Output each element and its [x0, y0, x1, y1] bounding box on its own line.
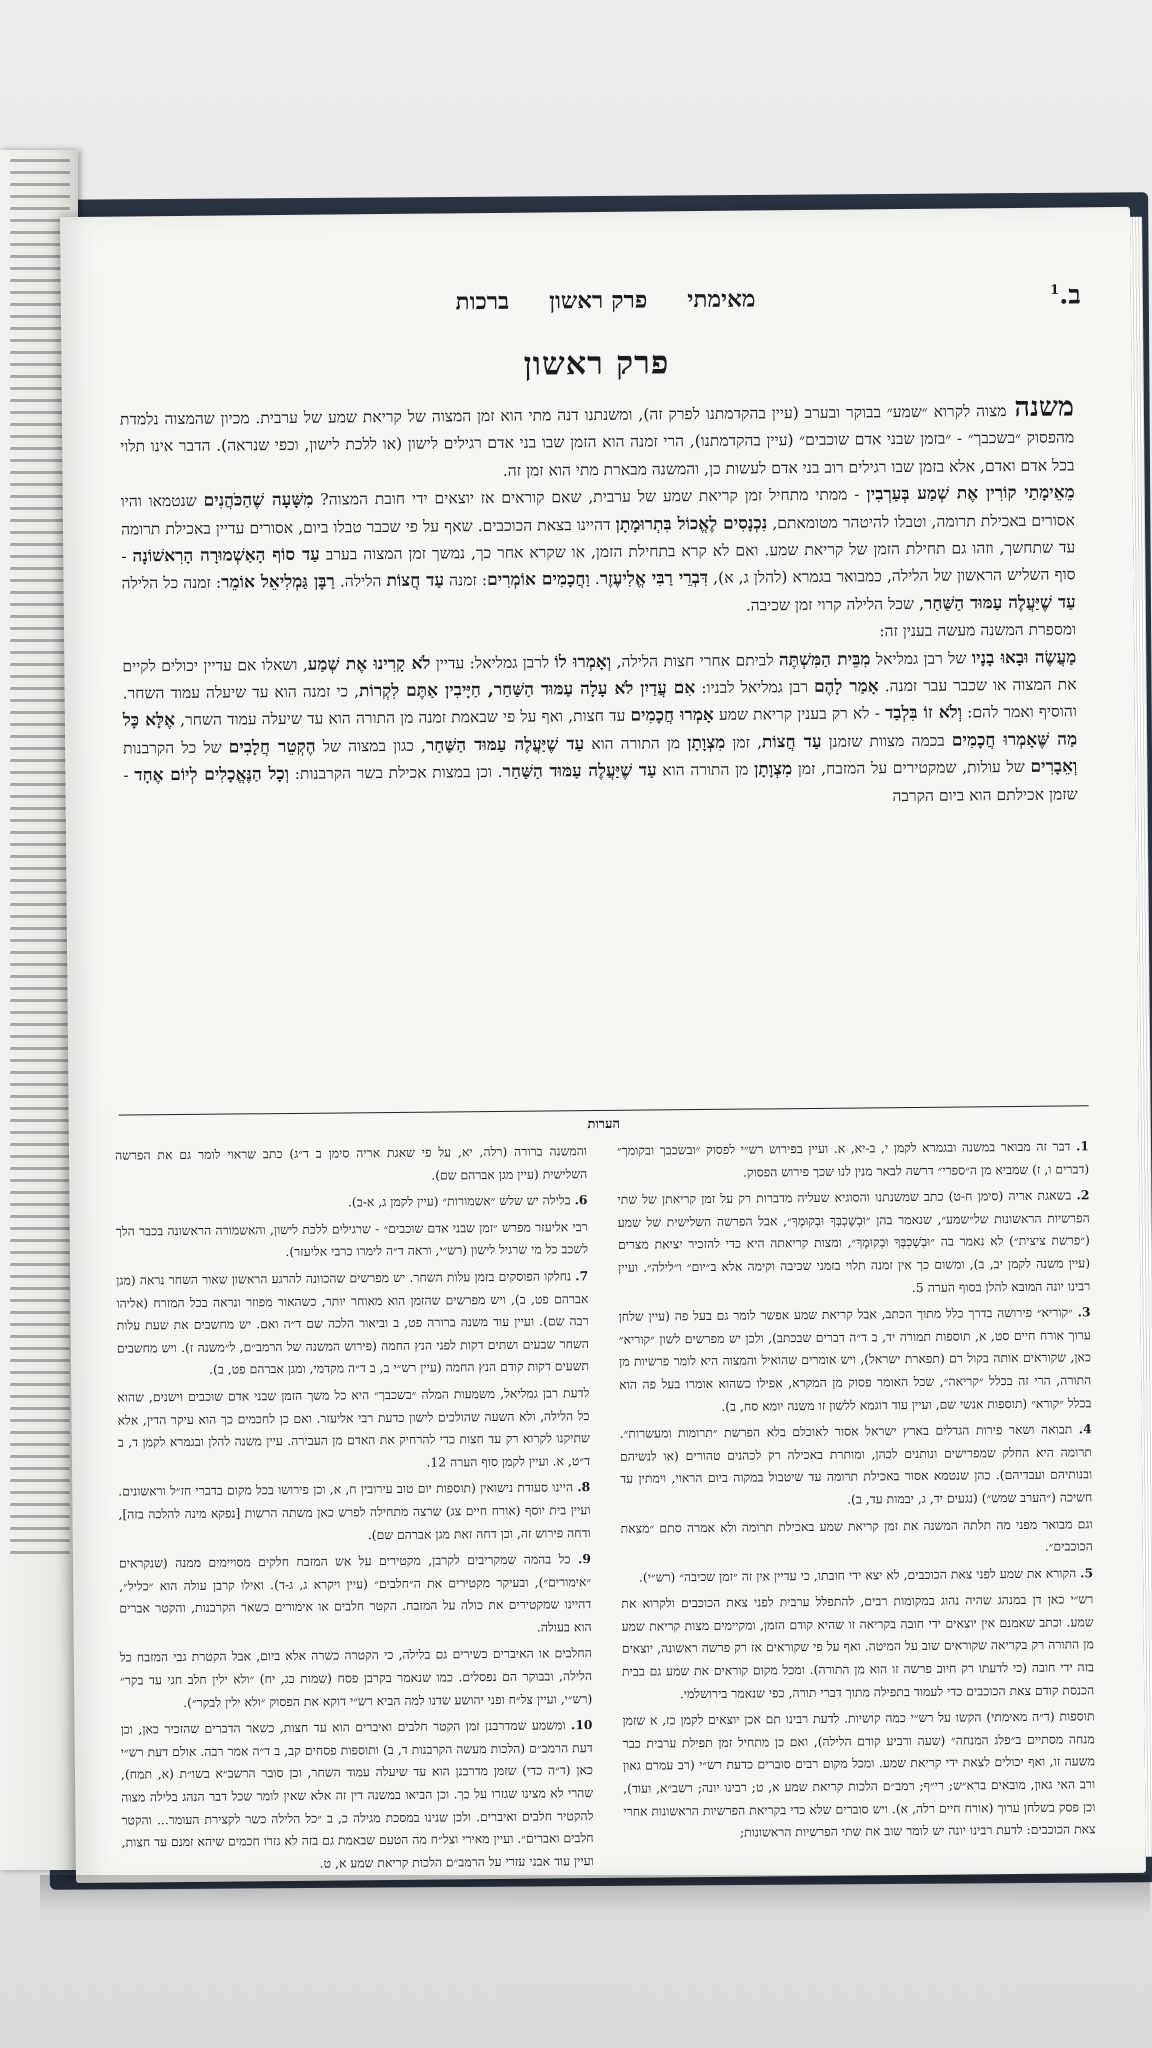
footnote: 1. דבר זה מבואר במשנה ובגמרא לקמן י, ב-יא, א. ועיין בפירוש רש״י לפסוק ״ובשכבך ובקומך״ (דברים ו, ז) שמביא מן ה״ספרי״ דרשה לבאר מנין לנו שכך פירוש הפסוק.	[616, 1138, 1090, 1180]
notes-column-right	[617, 1135, 1096, 1859]
footnote: תוספות (ד״ה מאימתי) הקשו על רש״י כמה קושיות. לדעת רבינו תם אכן יוצאים לקמן כז, א שזמן מנחה מסתיים ב״פלג המנחה״ (שעה ורביע קודם הלילה), ואם כן מתחיל זמן תפילת ערבית כבר משעה זו, ואף יכולים לצאת ידי קריאת שמע. ומכל מקום רבים סוברים כדעת רש״י (רב עמרם גאון ורב האי גאון, מובאים ברא״ש; רי״ף; רמב״ם הלכות קריאת שמע א, ט; רבינו יונה; רשב״א, ועוד), וכן פסק בשלחן ערוך (אורח חיים רלה, א). ויש סוברים שלא כדי בקריאת הפרשיות הראשונות אחרי צאת הכוכבים: לדעת רבינו יונה יש לומר שוב את שתי הפרשיות הראשונות;	[622, 1708, 1096, 1840]
footnote: 5. הקורא את שמע לפני צאת הכוכבים, לא יצא ידי חובתו, כי עדיין אין זה ״זמן שכיבה״ (רש״י).	[638, 1564, 1094, 1585]
footnote: 6. בלילה יש שלש ״אשמורות״ (עיין לקמן ג, א-ב).	[347, 1192, 588, 1210]
mishnah-paragraph-2: ומספרת המשנה מעשה בענין זה:	[879, 620, 1077, 641]
book-shadow	[40, 1875, 1150, 1915]
running-head-spacer	[101, 304, 161, 305]
tractate-name: ברכות	[455, 287, 510, 315]
footnote: לדעת רבן גמליאל, משמעות המלה ״בשכבך״ היא כל משך הזמן שבני אדם שוכבים וישנים, שהוא כל הלילה, ולא השעה שהולכים לישון כדעת רבי אליעזר. ואם כן לחכמים כך הוא עיקר הדין, אלא שתיקנו לקרוא רק עד חצות כדי להרחיק את האדם מן העבירה. עיין משנה להלן ובגמרא לקמן ד, ב ד״ט, א. ועיין לקמן סוף הערה 12.	[117, 1385, 591, 1470]
chapter-name: מאימתי	[687, 284, 756, 313]
folio-number: ב.$^1$	[1050, 280, 1081, 311]
footnote: 3. ״קוריא״ פירושה בדרך כלל מתוך הכתב, אבל קריאת שמע אפשר לומר גם בעל פה (עיין שלחן ערוך אורח חיים סט, א, תוספות תמורה יד, ב ד״ה דברים שבכתב), ולכן יש מפרשים לשון ״קוריא״ כאן, שקוראים אותה בקול רם (תפארת ישראל), ויש אומרים שהואיל והמצוה היא לומר פרשיות מן התורה, הרי זה בכלל ״קריאה״, שכל האומר פסוק מן המקרא, אפילו כשהוא אומרו בעל פה הוא בכלל ״קורא״ (תוספות אנשי שם, ועיין עוד דוגמא ללשון זו משנה יומא סח, ב).	[618, 1304, 1092, 1414]
running-head-center	[455, 285, 755, 315]
footnote: וגם מבואר מפני מה תלתה המשנה את זמן קריאת שמע באכילת תרומה ולא אמרה סתם ״מצאת הכוכבים״.	[620, 1515, 1093, 1554]
notes-column-left	[114, 1140, 594, 1871]
footnote: 8. היינו סעודת נישואין (תוספות יום טוב עירובין ח, א, וכן פירושו בכל מקום בדברי חז״ל וראשונים. ועיין בית יוסף (אורח חיים צג) שרצה מתחילה לפרש כאן משתה הרשות [נפקא מינה להלכה בזה], ודחה פירוש זה, וכן דחה זאת מגן אברהם שם).	[118, 1479, 591, 1542]
running-head	[101, 275, 1081, 324]
chapter-title: פרק ראשון	[523, 343, 670, 383]
footnote: 7. נחלקו הפוסקים בזמן עלות השחר. יש מפרשים שהכוונה להרגע הראשון שאור השחר נראה (מגן אברהם פט, ב), ויש מפרשים שהזמן הוא מאוחר יותר, כשהאור מפוזר ונראה בכל המזרח (אליהו רבה שם). ועיין עוד משנה ברורה פט, ב וביאור הלכה שם ד״ה ואם. יש מחשבים את שעת עלות השחר שבעים ושתים דקות לפני הנץ החמה (פירוש המשנה של הרמב״ם, ל״משנה ז). ויש מחשבים תשעים דקות קודם הנץ החמה (עיין רש״י ב, ב ד״ה מקדמי, ומגן אברהם פט, ב).	[116, 1268, 590, 1378]
mishnah-text	[120, 393, 1078, 817]
mishnah-intro: משנהמצוה לקרוא ״שמע״ בבוקר ובערב (עיין בהקדמתנו לפרק זה), ומשנתנו דנה מתי הוא זמן המצוה של קריאת שמע של ערבית. מכיון שהמצוה נלמדת מהפסוק ״בשכבך״ - ״בזמן שבני אדם שוכבים״ (עיין בהקדמתנו), הרי זמנה הוא הזמן שבו בני אדם רגילים לישון (או ללכת לישון, וכפי שנראה). הדבר אינו תלוי בכל אדם ואדם, אלא בזמן שבו רגילים רוב בני אדם לעשות כן, והמשנה מבארת מתי הוא זמן זה.	[119, 391, 1075, 480]
footnote: והמשנה ברורה (רלה, יא, על פי שאגת אריה סימן ב ד״ג) כתב שראוי לומר גם את הפרשה השלישית (עיין מגן אברהם שם).	[114, 1143, 588, 1183]
mishnah-paragraph-1: מֵאֵימָתַי קוֹרִין אֶת שְׁמַע בְּעַרְבִין - ממתי מתחיל זמן קריאת שמע של ערבית, שאם קוראים אז יוצאים ידי חובת המצוה? מִשָּׁעָה שֶׁהַכֹּהֲנִים שנטמאו והיו אסורים באכילת תרומה, וטבלו להיטהר מטומאתם, נִכְנָסִים לֶאֱכוֹל בִּתְרוּמָתָן דהיינו בצאת הכוכבים. שאף על פי שכבר טבלו ביום, אסורים עדיין באכילת תרומה עד שתחשך, וזהו גם תחילת הזמן של קריאת שמע. ואם לא קרא בתחילת הזמן, או שקרא אחר כך, נמשך זמן המצוה בערב עַד סוֹף הָאַשְׁמוּרָה הָרִאשׁוֹנָה - סוף השליש הראשון של הלילה, כמבואר בגמרא (להלן ג, א), דִּבְרֵי רַבִּי אֱלִיעֶזֶר. וַחֲכָמִים אוֹמְרִים: זמנה עַד חֲצוֹת הלילה. רַבָּן גַּמְלִיאֵל אוֹמֵר: זמנה כל הלילה עַד שֶׁיַּעֲלֶה עַמּוּד הַשַּׁחַר, שכל הלילה קרוי זמן שכיבה.	[120, 482, 1076, 615]
footnote: 2. בשאגת אריה (סימן ח-ט) כתב שמשנתנו והסוגיא שעליה מדברות רק על זמן קריאתן של שתי הפרשיות הראשונות של״שמע״, שנאמר בהן ״וּבְשָׁכְבְּךָ וּבְקוּמֶךָ״, אבל הפרשה השלישית של שמע (״פרשת ציצית״) לא נאמר בה ״וּבְשָׁכְבְּךָ וּבְקוּמֶךָ״, ומצות קריאתה היא כדי להזכיר יציאת מצרים (עיין משנה לקמן יב, ב), ומשום כך אין זמנה תלוי בזמני שכיבה וקימה אלא ב״יום״ ו״לילה״. ועיין רבינו יונה המובא להלן בסוף הערה 5.	[617, 1187, 1091, 1295]
footnote: 9. כל בהמה שמקריבים לקרבן, מקטירים על אש המזבח חלקים מסויימים ממנה (שנקראים ״אימורים״), ובעיקר מקטירים את ה״חלבים״ (עיין ויקרא ג, ג-ד). ואילו קרבן עולה הוא ״כליל״, דהיינו שמקטירים את כולה על המזבח. הקטר חלבים או אימורים כשאר הקרבנות, והקטר אברים הוא בעולה.	[118, 1551, 592, 1635]
footnote: רבי אליעזר מפרש ״זמן שבני אדם שוכבים״ - שרגילים ללכת לישון, והאשמורה הראשונה בכבר הלך לשכב כל מי שרגיל לישון (רש״י, וראה ד״ה לימרו כרבי אליעזר).	[115, 1218, 589, 1260]
mishnah-paragraph-3: מַעֲשֶׂה וּבָאוּ בָנָיו של רבן גמליאל מִבֵּית הַמִּשְׁתֶּה לביתם אחרי חצות הלילה, וְאָמְרוּ לוֹ לרבן גמליאל: עדיין לֹא קָרִינוּ אֶת שְׁמַע, ושאלו אם עדיין יכולים לקיים את המצוה או שכבר עבר זמנה. אָמַר לָהֶם רבן גמליאל לבניו: אִם עֲדַיִן לֹא עָלָה עַמּוּד הַשַּׁחַר, חַיָּיבִין אַתֶּם לִקְרוֹת, כי זמנה הוא עד שיעלה עמוד השחר. והוסיף ואמר להם: וְלֹא זוֹ בִּלְבַד - לא רק בענין קריאת שמע אָמְרוּ חֲכָמִים עד חצות, ואף על פי שבאמת זמנה מן התורה הוא עד שיעלה עמוד השחר, אֶלָּא כָּל מַה שֶּׁאָמְרוּ חֲכָמִים בכמה מצוות שזמנן עַד חֲצוֹת, זמן מִצְוָתָן מן התורה הוא עַד שֶׁיַּעֲלֶה עַמּוּד הַשַּׁחַר, כגון במצוה של הֶקְטֵר חֲלָבִים של כל הקרבנות וְאֵבָרִים של עולות, שמקטירים על המזבח, זמן מִצְוָתָן מן התורה הוא עַד שֶׁיַּעֲלֶה עַמּוּד הַשַּׁחַר. וכן במצות אכילת בשר הקרבנות: וְכָל הַנֶּאֱכָלִים לְיוֹם אֶחָד - שזמן אכילתם הוא ביום הקרבה	[122, 647, 1078, 805]
mishnah-label: משנה	[1014, 391, 1075, 423]
footnote: החלבים או האיברים כשירים גם בלילה, כי הקטרה כשרה אלא ביום, אבל הקטרת גבי המזבח כל הלילה, ובבוקר הם נפסלים. כמו שנאמר בקרבן פסח (שמות כג, יח) ״ולא ילין חלב חגי עד בקר״ (רש״י, ועיין צל״ח ופני יהושע שדנו למה הביא רש״י דוקא את הפסוק ״ולא ילין לבקר״).	[119, 1645, 593, 1710]
book-page	[60, 207, 1146, 1883]
footnote: 10. ומשמע שמדרבנן זמן הקטר חלבים ואיברים הוא עד חצות, כשאר הדברים שהזכיר כאן, וכן דעת הרמב״ם (הלכות מעשה הקרבנות ד, ב) ותוספות פסחים קב, ב ד״ה אמר רבה. אולם דעת רש״י כאן (ד״ה כדי) שזמן מדרבנן הוא עד שיעלה עמוד השחר, וכן סובר הרשב״א בשו״ת (א, תמח), שהרי לא מצינו שגזרו על כך. וכן הביאו במשנה דין זה אלא שאין לומר שכל דבר הנהג בלילה מצוה להקטיר חלבים ואיברים. ולכן שנינו במסכת מגילה כ, ב ״כל הלילה כשר לקצירת העומר... והקטר חלבים ואברים״. ועיין מאירי וצל״ח מה הטעם שבאמת גם בזה לא גזרו חכמים שיהא זמנם עד חצות, ועיין עוד אבני עזרי על הרמב״ם הלכות קריאת שמע א, ט.	[120, 1717, 594, 1871]
chapter-number: פרק ראשון	[548, 286, 648, 314]
footnotes	[114, 1135, 1096, 1871]
footnote: 4. תבואה ושאר פירות הגדלים בארץ ישראל אסור לאוכלם בלא הפרשת ״תרומות ומעשרות״. תרומה היא החלק שמפרישים ונותנים לכהן, ומותרת באכילה רק לכהנים טהורים (או לנשיהם ובנותיהם ועבדיהם). כהן שנטמא אסור באכילת תרומה עד שיטבול במקוה ביום הראוי, וימתין עד חשיכה (״הערב שמש״) (נגעים יד, ג, יבמות עד, ב).	[619, 1421, 1093, 1507]
notes-heading: הערות	[587, 1116, 621, 1133]
footnote: רש״י כאן דן במנהג שהיה נהוג במקומות רבים, להתפלל ערבית לפני צאת הכוכבים ולקרוא את שמע. וכתב שאמנם אין יוצאים ידי חובה בקריאה זו שהיא קודם הזמן, ומקיימים מצות קריאת שמע מן התורה רק בקריאה שקוראים שוב על המיטה. ואף על פי שקוראים אז רק פרשה ראשונה, יוצאים בזה ידי חובה (כי לדעתו רק חיוב פרשה זו הוא מן התורה). ומכל מקום קוראים את שמע גם בבית הכנסת קודם צאת הכוכבים כדי לעמוד בתפילה מתוך דברי תורה, כפי שנאמר בירושלמי.	[621, 1591, 1095, 1701]
